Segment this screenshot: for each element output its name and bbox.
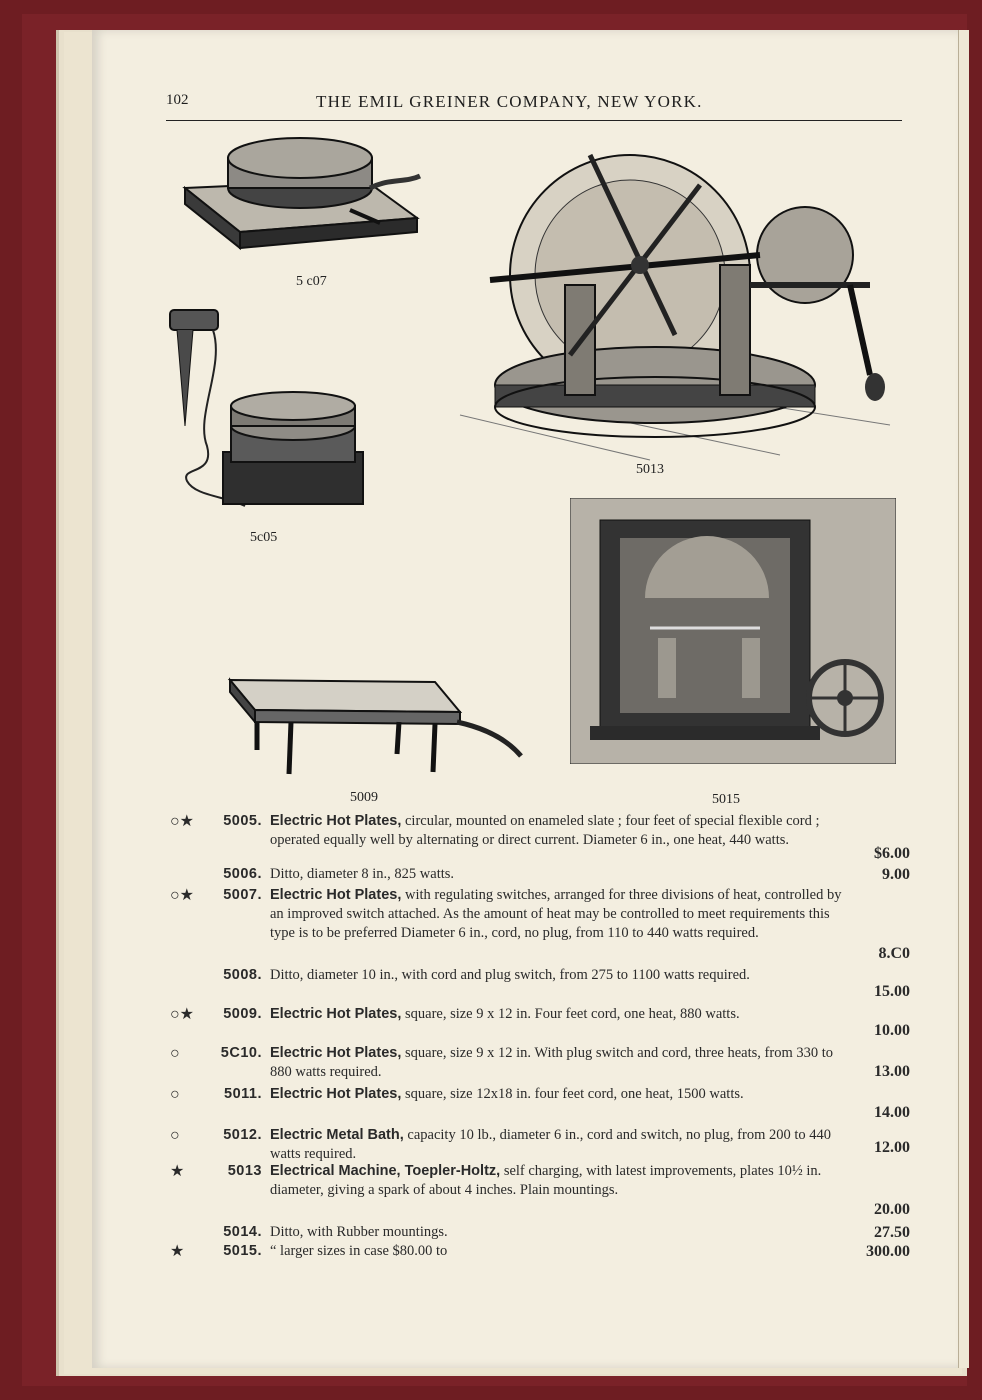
item-text: Ditto, diameter 10 in., with cord and plug switch, from 275 to 1100 watts required.: [270, 967, 750, 983]
item-text: self charging, with latest improvements, plates 10½ in. diameter, giving a spark of about 4 inches. Plain mountings.: [270, 1163, 822, 1198]
figure-label-5009: 5009: [350, 790, 378, 805]
item-price: 13.00: [874, 1063, 910, 1080]
figure-label-5015: 5015: [712, 792, 740, 807]
item-price: $6.00: [874, 845, 910, 862]
item-name: Electric Hot Plates,: [270, 887, 402, 903]
item-description: [270, 966, 844, 985]
item-name: Electric Hot Plates,: [270, 813, 402, 829]
item-price: 20.00: [874, 1201, 910, 1218]
item-mark: ★: [170, 1163, 185, 1180]
item-text: square, size 9 x 12 in. Four feet cord, one heat, 880 watts.: [404, 1006, 740, 1022]
item-mark: ★: [170, 1243, 185, 1260]
machine-in-case-5015-photo: [570, 498, 896, 764]
item-description: [270, 812, 844, 850]
item-name: Electric Metal Bath,: [270, 1127, 404, 1143]
item-mark: ○: [170, 1086, 180, 1103]
hot-plate-5005-illustration: [165, 306, 370, 521]
hot-plate-5009-illustration: [225, 672, 525, 780]
item-text: Ditto, diameter 8 in., 825 watts.: [270, 866, 455, 882]
item-price: 27.50: [874, 1224, 910, 1241]
item-price: 8.C0: [878, 945, 910, 962]
item-description: [270, 1162, 844, 1200]
item-mark: ○★: [170, 813, 195, 830]
item-description: [270, 1242, 844, 1261]
item-description: [270, 1126, 844, 1164]
item-mark: ○★: [170, 1006, 195, 1023]
item-price: 15.00: [874, 983, 910, 1000]
item-name: Electric Hot Plates,: [270, 1045, 402, 1061]
item-name: Electric Hot Plates,: [270, 1086, 402, 1102]
facing-page-edge: [958, 30, 969, 1368]
item-price: 12.00: [874, 1139, 910, 1156]
item-number: 5011.: [224, 1086, 262, 1102]
item-mark: ○: [170, 1045, 180, 1062]
item-text: Ditto, with Rubber mountings.: [270, 1224, 448, 1240]
item-number: 5014.: [223, 1224, 262, 1240]
item-number: 5009.: [223, 1006, 262, 1022]
item-number: 5005.: [223, 813, 262, 829]
item-number: 5007.: [223, 887, 262, 903]
item-text: square, size 12x18 in. four feet cord, one heat, 1500 watts.: [404, 1086, 744, 1102]
hot-plate-5007-illustration: [165, 128, 450, 278]
item-number: 5006.: [223, 866, 262, 882]
item-number: 5C10.: [220, 1045, 262, 1061]
item-number: 5015.: [223, 1243, 262, 1259]
figure-label-5013: 5013: [636, 462, 664, 477]
item-description: [270, 1005, 844, 1024]
item-name: Electric Hot Plates,: [270, 1006, 402, 1022]
item-text: circular, mounted on enameled slate ; four feet of special flexible cord ; operated equally well by alternating or direct current. Diameter 6 in., one heat, 440 watts.: [270, 813, 820, 848]
item-price: 300.00: [866, 1243, 910, 1260]
running-title: THE EMIL GREINER COMPANY, NEW YORK.: [316, 92, 703, 111]
toepler-holtz-machine-illustration: [450, 125, 900, 470]
item-text: “ larger sizes in case $80.00 to: [270, 1243, 448, 1259]
item-mark: ○: [170, 1127, 180, 1144]
item-price: 14.00: [874, 1104, 910, 1121]
item-description: [270, 1044, 844, 1082]
figure-label-5007: 5 c07: [296, 274, 327, 289]
page-header: [166, 92, 900, 116]
page-number: 102: [166, 92, 189, 108]
item-description: [270, 886, 844, 943]
item-price: 9.00: [882, 866, 910, 883]
item-description: [270, 865, 844, 884]
item-mark: ○★: [170, 887, 195, 904]
item-number: 5012.: [223, 1127, 262, 1143]
item-number: 5008.: [223, 967, 262, 983]
item-name: Electrical Machine, Toepler-Holtz,: [270, 1163, 501, 1179]
item-description: [270, 1223, 844, 1242]
header-rule: [166, 120, 902, 121]
item-description: [270, 1085, 844, 1104]
figure-label-5005: 5c05: [250, 530, 278, 545]
item-number: 5013: [227, 1163, 262, 1179]
item-text: with regulating switches, arranged for three divisions of heat, controlled by an improved switch attached. As the amount of heat may be controlled to meet requirements this type is to be preferred Diameter 6 in., cord, no plug, from 110 to 440 watts required.: [270, 887, 842, 941]
item-text: capacity 10 lb., diameter 6 in., cord and switch, no plug, from 200 to 440 watts required.: [270, 1127, 832, 1162]
item-text: square, size 9 x 12 in. With plug switch and cord, three heats, from 330 to 880 watts required.: [270, 1045, 833, 1080]
item-price: 10.00: [874, 1022, 910, 1039]
